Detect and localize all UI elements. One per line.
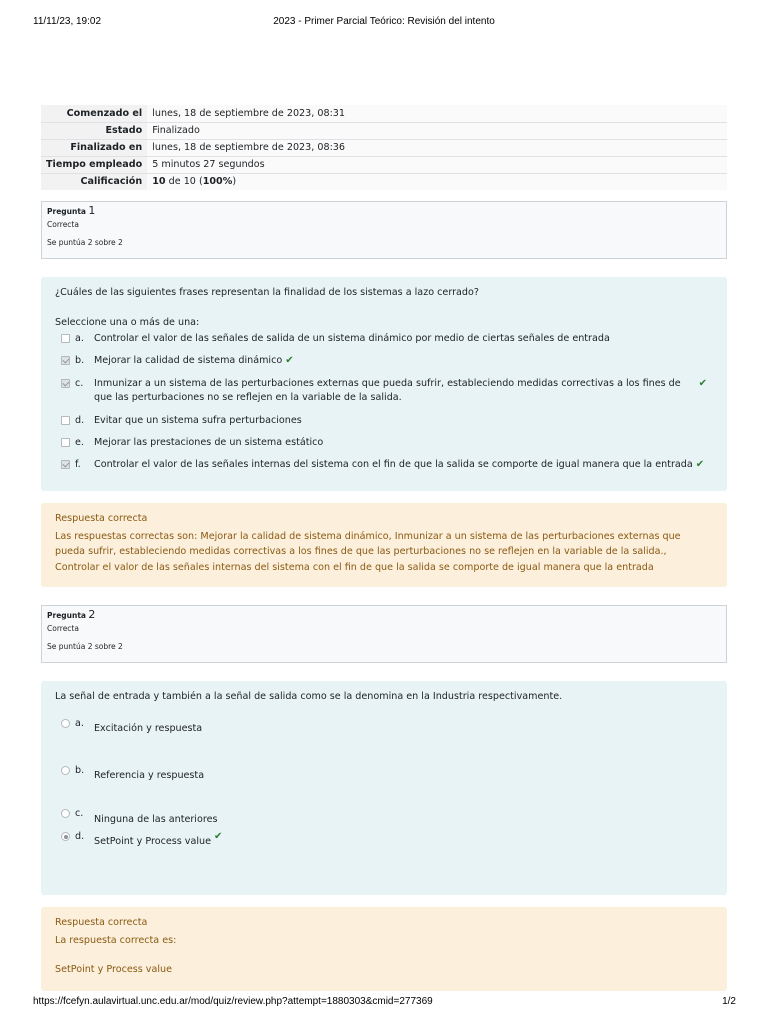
- question-2-info: [41, 605, 727, 663]
- question-grade: Se puntúa 2 sobre 2: [47, 238, 123, 247]
- question-1-info: [41, 201, 727, 259]
- feedback-title: Respuesta correcta: [55, 513, 148, 524]
- answer-option[interactable]: [55, 807, 713, 827]
- grade-score: 10: [152, 176, 166, 188]
- radio-icon[interactable]: [61, 766, 70, 775]
- answer-option[interactable]: [55, 332, 713, 346]
- feedback-intro: La respuesta correcta es:: [55, 935, 177, 946]
- answer-text: SetPoint y Process value: [94, 836, 211, 847]
- answer-text: Inmunizar a un sistema de las perturbaciones externas que pueda sufrir, estableciendo medidas correctivas a los fines de que las perturbaciones no se reflejen en la variable de la salida.: [94, 378, 681, 403]
- checkbox-icon[interactable]: [61, 438, 70, 447]
- summary-label: Finalizado en: [41, 139, 147, 156]
- answer-text: Mejorar las prestaciones de un sistema estático: [94, 437, 324, 448]
- print-url: https://fcefyn.aulavirtual.unc.edu.ar/mod/quiz/review.php?attempt=1880303&cmid=277369: [33, 996, 433, 1007]
- radio-icon[interactable]: [61, 809, 70, 818]
- question-2-formulation: [41, 681, 727, 895]
- answer-text: Controlar el valor de las señales internas del sistema con el fin de que la salida se comporte de igual manera que la entrada: [94, 459, 693, 470]
- answer-prompt: Seleccione una o más de una:: [55, 317, 200, 328]
- answer-option[interactable]: [55, 414, 713, 428]
- question-2-feedback: [41, 907, 727, 991]
- checkbox-icon[interactable]: [61, 356, 70, 365]
- summary-row: [41, 105, 727, 122]
- answer-letter: b.: [75, 355, 85, 366]
- answer-letter: d.: [75, 415, 85, 426]
- question-text: La señal de entrada y también a la señal de salida como se la denomina en la Industria respectivamente.: [55, 691, 563, 702]
- summary-label: Tiempo empleado: [41, 156, 147, 173]
- question-number: [47, 609, 721, 622]
- check-icon: ✔: [214, 831, 223, 842]
- answer-option[interactable]: [55, 764, 713, 784]
- feedback-title: Respuesta correcta: [55, 917, 148, 928]
- question-number-value: 2: [88, 608, 96, 621]
- summary-label: Estado: [41, 122, 147, 139]
- question-text: ¿Cuáles de las siguientes frases representan la finalidad de los sistemas a lazo cerrado?: [55, 287, 479, 298]
- summary-value: 5 minutos 27 segundos: [147, 156, 727, 173]
- question-state: Correcta: [47, 220, 79, 229]
- answer-option[interactable]: [55, 436, 713, 450]
- answer-text: Referencia y respuesta: [94, 770, 205, 781]
- answer-letter: e.: [75, 437, 84, 448]
- question-state: Correcta: [47, 624, 79, 633]
- answer-option[interactable]: [55, 354, 713, 368]
- answer-option[interactable]: [55, 377, 713, 405]
- question-1-formulation: [41, 277, 727, 491]
- answer-letter: c.: [75, 808, 84, 819]
- answer-option[interactable]: [55, 458, 713, 472]
- summary-value: Finalizado: [147, 122, 727, 139]
- answer-letter: f.: [75, 459, 81, 470]
- answer-letter: b.: [75, 765, 85, 776]
- checkbox-icon[interactable]: [61, 460, 70, 469]
- attempt-summary-table: [41, 105, 727, 190]
- question-number: [47, 205, 721, 218]
- check-icon: ✔: [698, 378, 707, 389]
- summary-row: [41, 139, 727, 156]
- print-page-number: 1/2: [722, 996, 736, 1007]
- feedback-answer: SetPoint y Process value: [55, 964, 172, 976]
- print-page-title: 2023 - Primer Parcial Teórico: Revisión del intento: [273, 16, 495, 27]
- answer-option[interactable]: [55, 830, 713, 850]
- feedback-correct-answers: Las respuestas correctas son: Mejorar la calidad de sistema dinámico, Inmunizar a un sistema de las perturbaciones externas que pueda sufrir, estableciendo medidas correctivas a los fines de que las perturbaciones no se reflejen en la variable de la salida., Controlar el valor de las señales internas del sistema con el fin de que la salida se comporte de igual manera que la entrada: [55, 531, 681, 573]
- summary-value: lunes, 18 de septiembre de 2023, 08:36: [147, 139, 727, 156]
- question-label: Pregunta: [47, 611, 86, 620]
- answer-letter: c.: [75, 378, 84, 389]
- summary-row: [41, 122, 727, 139]
- grade-label: Calificación: [41, 173, 147, 190]
- answer-letter: a.: [75, 333, 84, 344]
- summary-label: Comenzado el: [41, 105, 147, 122]
- question-grade: Se puntúa 2 sobre 2: [47, 642, 123, 651]
- quiz-review: [41, 105, 727, 991]
- radio-icon[interactable]: [61, 832, 70, 841]
- answer-option[interactable]: [55, 717, 713, 737]
- checkbox-icon[interactable]: [61, 379, 70, 388]
- check-icon: ✔: [695, 459, 705, 470]
- radio-icon[interactable]: [61, 719, 70, 728]
- summary-row-grade: [41, 173, 727, 190]
- grade-close: ): [232, 176, 237, 188]
- print-datetime: 11/11/23, 19:02: [33, 16, 102, 27]
- print-footer: [0, 996, 768, 1012]
- print-header: [0, 16, 768, 32]
- checkbox-icon[interactable]: [61, 416, 70, 425]
- grade-percent: 100%: [202, 176, 233, 188]
- check-icon: ✔: [285, 355, 294, 366]
- question-label: Pregunta: [47, 207, 86, 216]
- checkbox-icon[interactable]: [61, 334, 70, 343]
- summary-value: lunes, 18 de septiembre de 2023, 08:31: [147, 105, 727, 122]
- grade-value: [147, 173, 727, 190]
- answer-text: Controlar el valor de las señales de salida de un sistema dinámico por medio de ciertas señales de entrada: [94, 333, 610, 344]
- answer-letter: a.: [75, 718, 84, 729]
- answer-text: Ninguna de las anteriores: [94, 814, 218, 825]
- question-number-value: 1: [88, 204, 96, 217]
- answer-letter: d.: [75, 831, 85, 842]
- grade-of: de 10 (: [168, 176, 203, 188]
- summary-row: [41, 156, 727, 173]
- question-1-feedback: [41, 503, 727, 587]
- answer-text: Excitación y respuesta: [94, 723, 203, 734]
- answer-text: Mejorar la calidad de sistema dinámico: [94, 355, 283, 366]
- answer-text: Evitar que un sistema sufra perturbaciones: [94, 415, 302, 426]
